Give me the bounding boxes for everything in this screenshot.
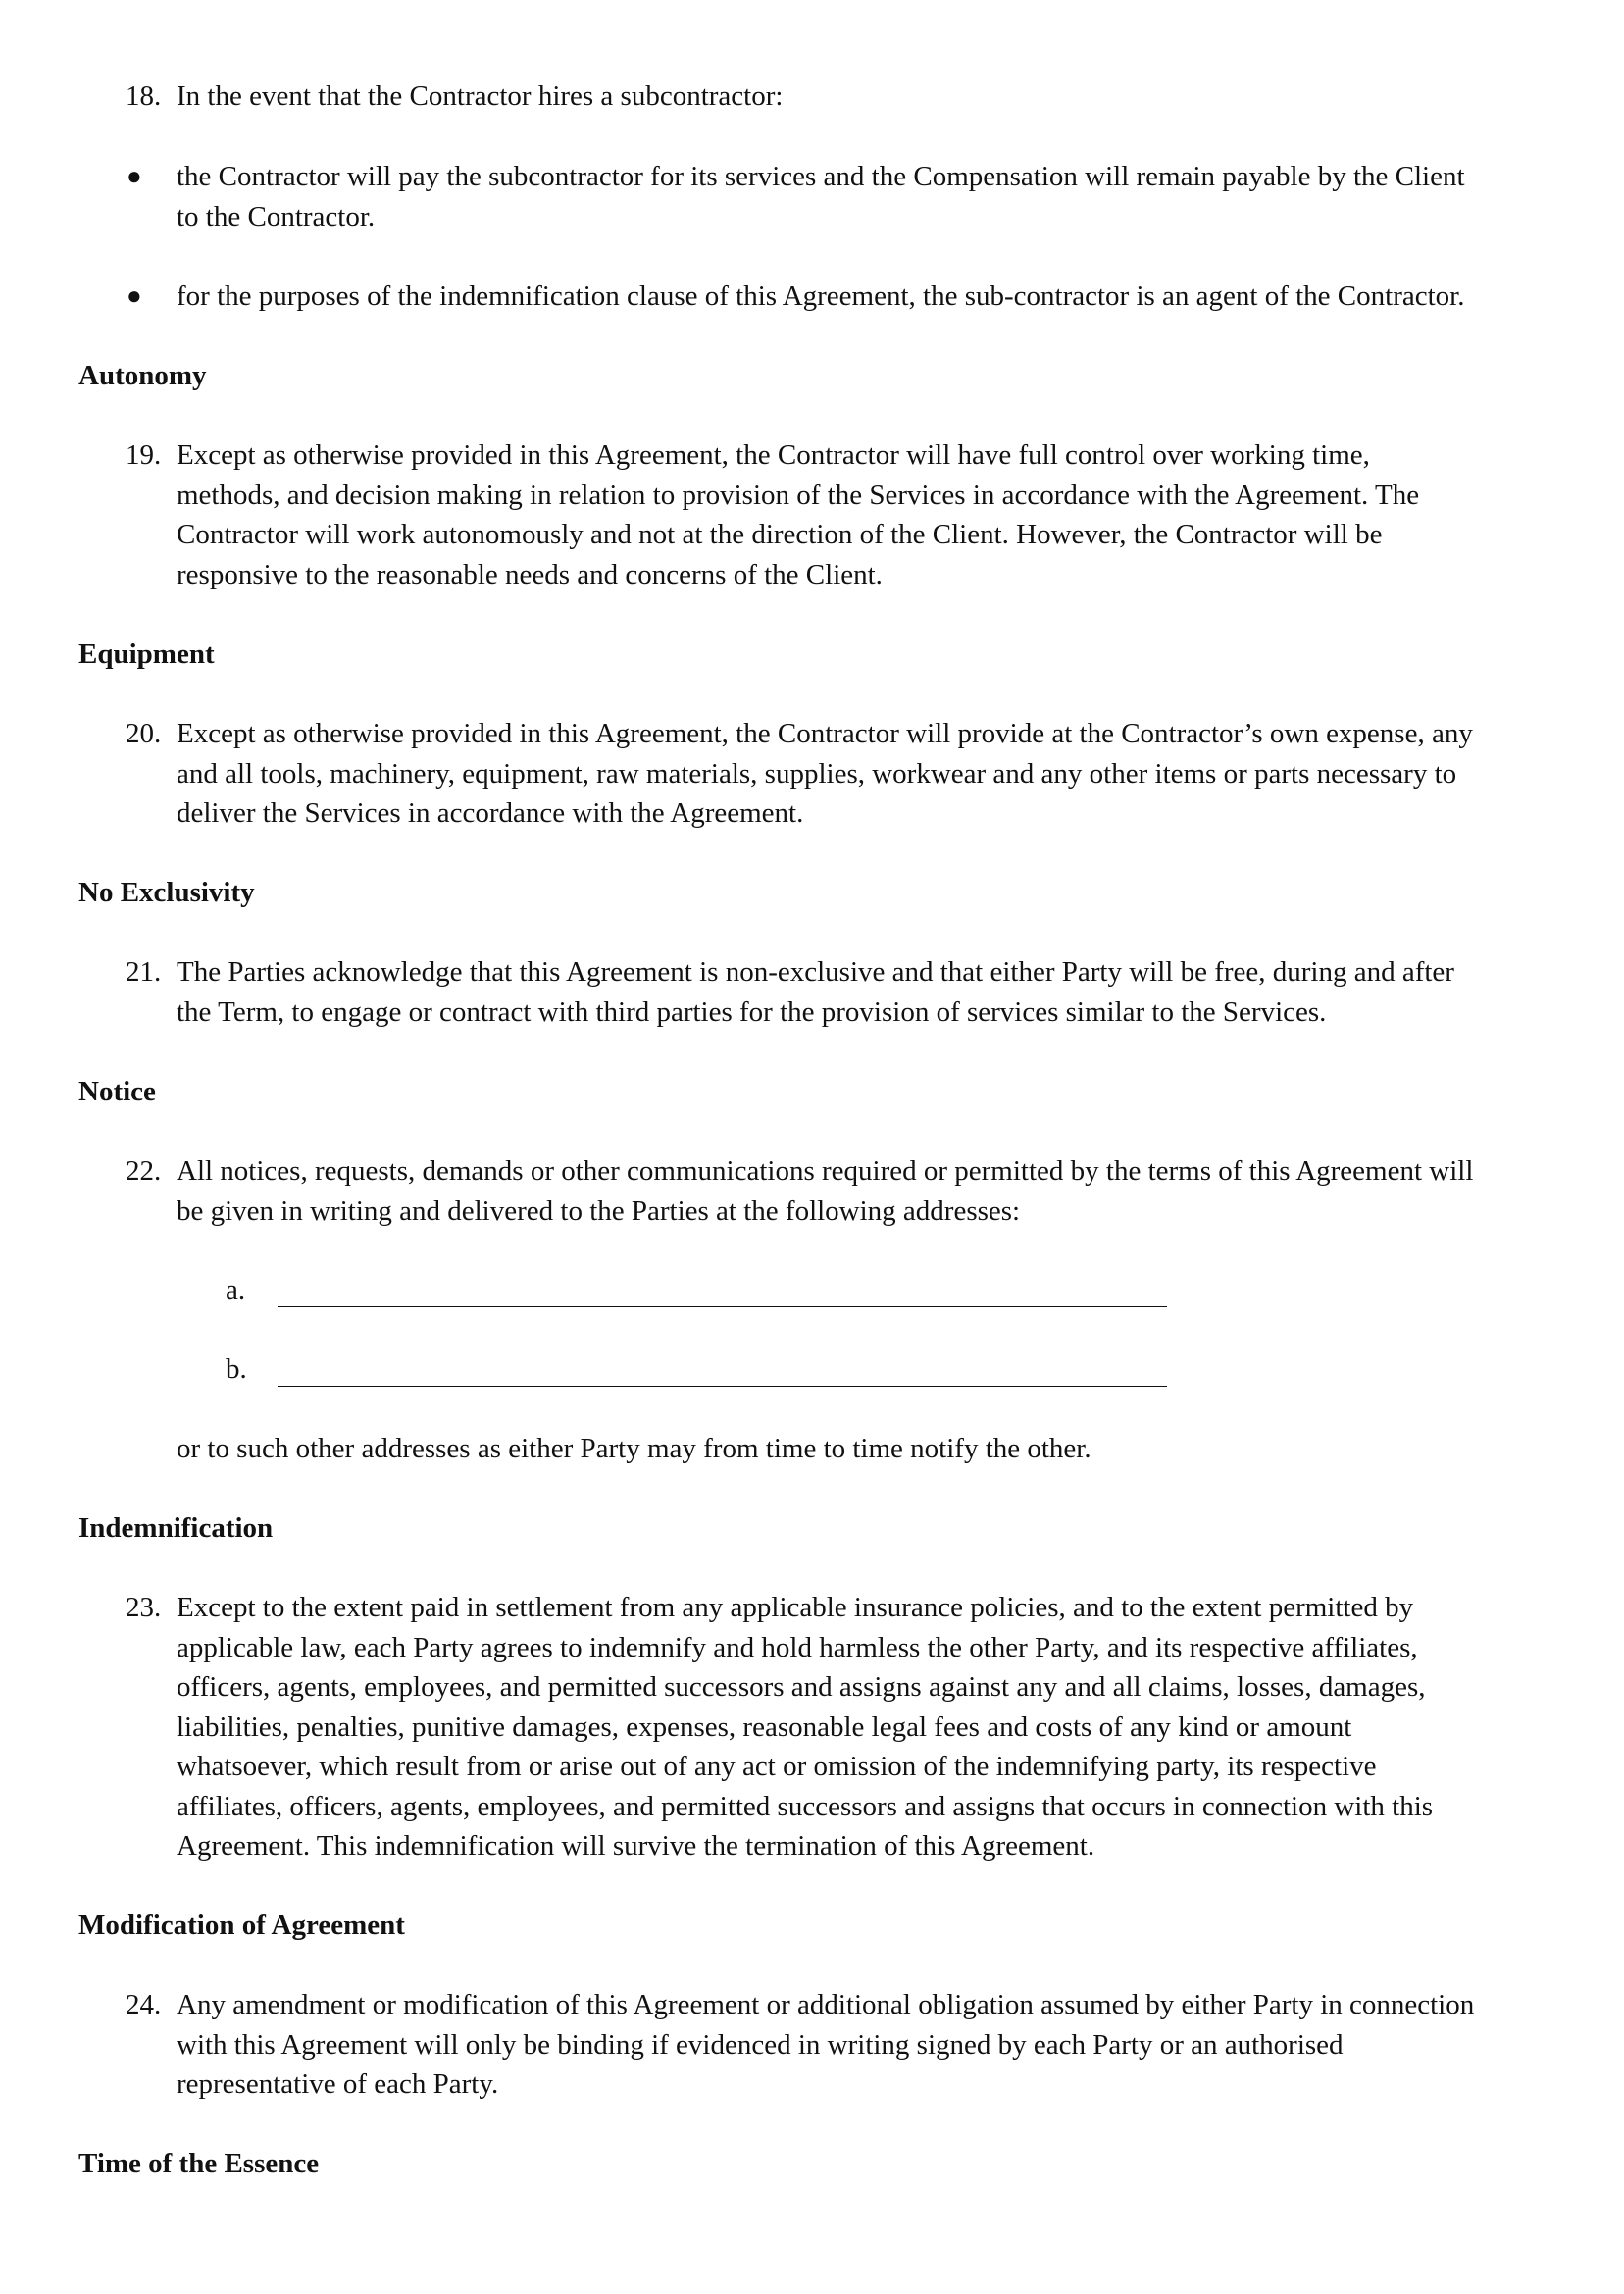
clause-18-bullet-1 — [177, 157, 1569, 236]
section-heading-notice: Notice — [78, 1076, 156, 1107]
clause-19-text — [177, 435, 1569, 594]
clause-20-number: 20. — [126, 718, 162, 749]
clause-line: Contractor will work autonomously and not at the direction of the Client. However, the Contractor will be — [177, 519, 1383, 550]
clause-18-text: In the event that the Contractor hires a subcontractor: — [177, 80, 784, 112]
clause-line: be given in writing and delivered to the Parties at the following addresses: — [177, 1195, 1021, 1227]
clause-line: liabilities, penalties, punitive damages, expenses, reasonable legal fees and costs of any kind or amount — [177, 1710, 1352, 1743]
clause-line: Except as otherwise provided in this Agreement, the Contractor will have full control over working time, — [177, 439, 1370, 471]
clause-20-text — [177, 714, 1569, 834]
clause-22-number: 22. — [126, 1155, 162, 1187]
bullet-icon: ● — [127, 281, 142, 310]
clause-line: affiliates, officers, agents, employees, and permitted successors and assigns that occurs in connection with this — [177, 1790, 1434, 1822]
clause-line: Any amendment or modification of this Agreement or additional obligation assumed by either Party in connection — [177, 1989, 1475, 2020]
clause-line: applicable law, each Party agrees to indemnify and hold harmless the other Party, and its respective affiliates, — [177, 1631, 1418, 1663]
clause-line: with this Agreement will only be binding if evidenced in writing signed by each Party or an authorised — [177, 2028, 1344, 2061]
notice-closing-text: or to such other addresses as either Party may from time to time notify the other. — [177, 1433, 1091, 1464]
clause-21-number: 21. — [126, 956, 162, 988]
clause-18-bullet-2 — [177, 277, 1569, 317]
section-heading-modification: Modification of Agreement — [78, 1910, 405, 1941]
clause-line: All notices, requests, demands or other communications required or permitted by the terms of this Agreement will — [177, 1155, 1474, 1187]
clause-19-number: 19. — [126, 439, 162, 471]
clause-line: Agreement. This indemnification will survive the termination of this Agreement. — [177, 1830, 1095, 1861]
clause-line: responsive to the reasonable needs and concerns of the Client. — [177, 558, 883, 590]
clause-23-text — [177, 1588, 1569, 1866]
section-heading-equipment: Equipment — [78, 638, 215, 670]
address-b-blank-line[interactable] — [278, 1386, 1167, 1387]
address-b-label: b. — [226, 1353, 247, 1385]
address-a-label: a. — [226, 1274, 246, 1305]
section-heading-autonomy: Autonomy — [78, 360, 207, 391]
clause-line: the Term, to engage or contract with third parties for the provision of services similar to the Services. — [177, 995, 1327, 1028]
clause-line: The Parties acknowledge that this Agreement is non-exclusive and that either Party will be free, during and after — [177, 956, 1454, 988]
bullet-line: the Contractor will pay the subcontractor for its services and the Compensation will remain payable by the Client — [177, 161, 1465, 192]
clause-line: and all tools, machinery, equipment, raw materials, supplies, workwear and any other items or parts necessary to — [177, 757, 1457, 790]
clause-line: methods, and decision making in relation to provision of the Services in accordance with the Agreement. The — [177, 479, 1420, 511]
clause-24-text — [177, 1985, 1569, 2105]
section-heading-time: Time of the Essence — [78, 2148, 320, 2179]
address-a-blank-line[interactable] — [278, 1306, 1167, 1307]
clause-line: whatsoever, which result from or arise out of any act or omission of the indemnifying party, its respective — [177, 1751, 1377, 1782]
clause-23-number: 23. — [126, 1592, 162, 1623]
clause-21-text — [177, 952, 1569, 1032]
bullet-line: to the Contractor. — [177, 200, 376, 232]
clause-line: Except to the extent paid in settlement from any applicable insurance policies, and to the extent permitted by — [177, 1592, 1414, 1623]
clause-line: deliver the Services in accordance with the Agreement. — [177, 797, 804, 829]
bullet-line: for the purposes of the indemnification clause of this Agreement, the sub-contractor is an agent of the Contractor. — [177, 280, 1465, 312]
clause-24-number: 24. — [126, 1989, 162, 2020]
bullet-icon: ● — [127, 162, 142, 190]
clause-line: representative of each Party. — [177, 2068, 499, 2100]
section-heading-exclusivity: No Exclusivity — [78, 877, 255, 908]
section-heading-indemnification: Indemnification — [78, 1512, 274, 1544]
clause-line: Except as otherwise provided in this Agreement, the Contractor will provide at the Contractor’s own expense, any — [177, 718, 1473, 749]
clause-18-number: 18. — [126, 80, 162, 112]
clause-line: officers, agents, employees, and permitted successors and assigns against any and all claims, losses, damages, — [177, 1671, 1426, 1703]
clause-22-text — [177, 1151, 1569, 1231]
